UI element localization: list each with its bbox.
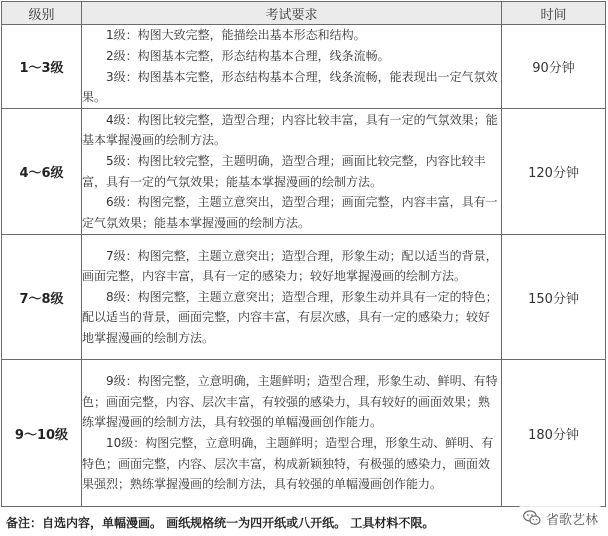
requirements-cell	[82, 109, 502, 235]
requirement-item: 3级：构图基本完整，形态结构基本合理，线条流畅，能表现出一定气氛效果。	[82, 69, 498, 105]
table-row	[2, 360, 606, 507]
requirement-item: 9级：构图完整，立意明确，主题鲜明；造型合理，形象生动、鲜明、有特色；画面完整，内容、层次丰富，有较强的感染力，具有较好的画面效果；熟练掌握漫画的绘制方法，具有较强的单幅漫画创作能力。	[82, 374, 498, 430]
requirements-cell	[82, 25, 502, 109]
level-cell: 7～8级	[2, 235, 82, 360]
level-cell: 1～3级	[2, 25, 82, 109]
header-time: 时间	[502, 2, 606, 25]
requirements-cell	[82, 235, 502, 360]
table-row	[2, 25, 606, 109]
requirement-item: 2级：构图基本完整，形态结构基本合理，线条流畅。	[106, 48, 390, 63]
requirement-item: 1级：构图大致完整，能描绘出基本形态和结构。	[106, 28, 366, 43]
time-cell: 90分钟	[502, 25, 606, 109]
requirements-cell	[82, 360, 502, 507]
wechat-icon	[522, 508, 542, 528]
time-cell: 120分钟	[502, 109, 606, 235]
requirement-item: 7级：构图完整，主题立意突出；造型合理，形象生动；配以适当的背景，画面完整，内容丰富，具有一定的感染力；较好地掌握漫画的绘制方法。	[82, 248, 498, 284]
requirement-item: 4级：构图比较完整，造型合理；内容比较丰富，具有一定的气氛效果；能基本掌握漫画的绘制方法。	[82, 112, 498, 148]
table-row	[2, 109, 606, 235]
watermark	[518, 506, 602, 530]
time-cell: 150分钟	[502, 235, 606, 360]
exam-requirements-table	[1, 1, 606, 507]
requirement-item: 8级：构图完整，主题立意突出；造型合理，形象生动并具有一定的特色；配以适当的背景，画面完整，内容丰富，有层次感，具有一定的感染力；较好地掌握漫画的绘制方法。	[82, 289, 498, 345]
requirement-item: 6级：构图完整，主题立意突出，造型合理；画面完整，内容丰富，具有一定气氛效果；能基本掌握漫画的绘制方法。	[82, 195, 498, 230]
requirement-item: 10级：构图完整，立意明确，主题鲜明；造型合理，形象生动、鲜明、有特色；画面完整，内容、层次丰富，构成新颖独特，有极强的感染力，画面效果强烈；熟练掌握漫画的绘制方法，具有较强的单幅漫画创作能力。	[82, 436, 494, 492]
header-row	[2, 2, 606, 25]
watermark-text: 省歌艺林	[545, 512, 598, 528]
requirement-item: 5级：构图比较完整，主题明确，造型合理；画面比较完整，内容比较丰富，具有一定的气氛效果；能基本掌握漫画的绘制方法。	[82, 153, 486, 189]
header-requirements: 考试要求	[82, 2, 502, 25]
footnote: 备注：自选内容，单幅漫画。 画纸规格统一为四开纸或八开纸。 工具材料不限。	[6, 516, 435, 530]
level-cell: 9～10级	[2, 360, 82, 507]
table-row	[2, 235, 606, 360]
header-level: 级别	[2, 2, 82, 25]
time-cell: 180分钟	[502, 360, 606, 507]
level-cell: 4～6级	[2, 109, 82, 235]
